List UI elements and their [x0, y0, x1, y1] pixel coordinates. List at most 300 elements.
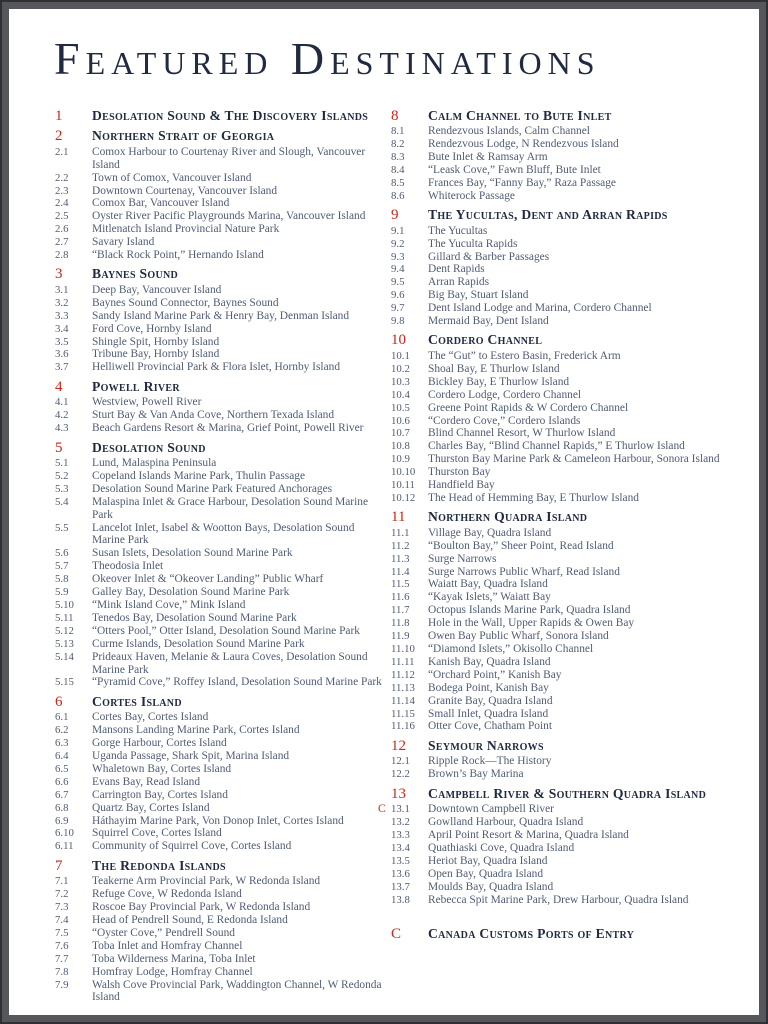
item-label: Rendezvous Islands, Calm Channel — [428, 125, 590, 138]
page-title: Featured Destinations — [54, 33, 601, 84]
item-number: 11.15 — [391, 707, 415, 720]
toc-section — [55, 858, 391, 1005]
item-label: Helliwell Provincial Park & Flora Islet, Hornby Island — [92, 361, 341, 374]
item-number: 6.3 — [55, 737, 69, 750]
item-label: Ripple Rock—The History — [428, 755, 552, 768]
toc-item — [55, 724, 391, 737]
item-number: 3.1 — [55, 283, 69, 296]
toc-item — [391, 263, 741, 276]
item-number: 11.14 — [391, 694, 415, 707]
item-number: 10.5 — [391, 401, 410, 414]
item-number: 9.6 — [391, 289, 405, 302]
item-number: 5.14 — [55, 650, 74, 663]
section-number: 12 — [391, 737, 406, 754]
item-number: 10.10 — [391, 466, 416, 479]
toc-item — [55, 146, 391, 172]
toc-item — [391, 177, 741, 190]
item-label: Uganda Passage, Shark Spit, Marina Island — [92, 750, 290, 763]
toc-section-header — [391, 108, 741, 124]
toc-item — [391, 881, 741, 894]
item-label: Refuge Cove, W Redonda Island — [92, 888, 242, 901]
item-number: 11.4 — [391, 565, 410, 578]
item-number: 2.3 — [55, 184, 69, 197]
toc-item — [391, 492, 741, 505]
item-number: 7.6 — [55, 939, 69, 952]
item-number: 13.5 — [391, 854, 410, 867]
section-number: 9 — [391, 207, 399, 224]
item-number: 4.1 — [55, 396, 69, 409]
toc-item — [391, 151, 741, 164]
toc-item — [391, 682, 741, 695]
item-label: Curme Islands, Desolation Sound Marine Park — [92, 637, 305, 650]
toc-column-right — [378, 103, 741, 1004]
toc-item — [55, 840, 391, 853]
item-label: “Otters Pool,” Otter Island, Desolation Sound Marine Park — [92, 624, 360, 637]
item-number: 8.5 — [391, 176, 405, 189]
item-label: Big Bay, Stuart Island — [428, 289, 529, 302]
item-number: 11.5 — [391, 578, 410, 591]
item-label: Beach Gardens Resort & Marina, Grief Point, Powell River — [92, 422, 364, 435]
section-title: Baynes Sound — [92, 266, 179, 282]
toc-item — [391, 768, 741, 781]
item-label: Handfield Bay — [428, 479, 495, 492]
toc-item — [55, 284, 391, 297]
item-label: “Black Rock Point,” Hernando Island — [92, 249, 264, 262]
toc-item — [391, 138, 741, 151]
item-number: 11.12 — [391, 668, 415, 681]
toc-item — [391, 350, 741, 363]
toc-item — [391, 643, 741, 656]
item-label: Comox Bar, Vancouver Island — [92, 197, 230, 210]
section-title: The Redonda Islands — [92, 857, 226, 873]
item-label: Lancelot Inlet, Isabel & Wootton Bays, Desolation Sound Marine Park — [92, 521, 355, 547]
item-number: 11.7 — [391, 604, 410, 617]
toc-item — [391, 125, 741, 138]
item-label: The Yuculta Rapids — [428, 237, 518, 250]
section-number: 11 — [391, 509, 406, 526]
item-label: Tenedos Bay, Desolation Sound Marine Park — [92, 611, 297, 624]
item-label: Evans Bay, Read Island — [92, 775, 201, 788]
section-title: Desolation Sound — [92, 439, 206, 455]
item-number: 3.7 — [55, 361, 69, 374]
item-label: Frances Bay, “Fanny Bay,” Raza Passage — [428, 176, 616, 189]
item-label: Gowlland Harbour, Quadra Island — [428, 816, 584, 829]
item-number: 10.7 — [391, 427, 410, 440]
section-number: 4 — [55, 378, 63, 395]
item-number: 3.2 — [55, 296, 69, 309]
item-label: Village Bay, Quadra Island — [428, 526, 552, 539]
toc-item — [55, 457, 391, 470]
toc-item — [55, 586, 391, 599]
toc-item — [55, 875, 391, 888]
toc-item — [55, 612, 391, 625]
section-number: 3 — [55, 266, 63, 283]
item-number: 11.8 — [391, 617, 410, 630]
item-label: Cortes Bay, Cortes Island — [92, 711, 209, 724]
toc-item — [55, 361, 391, 374]
item-number: 2.4 — [55, 197, 69, 210]
toc-item — [391, 816, 741, 829]
item-label: Bickley Bay, E Thurlow Island — [428, 375, 570, 388]
toc-section-header — [55, 128, 391, 144]
item-label: Dent Rapids — [428, 263, 485, 276]
item-label: Mitlenatch Island Provincial Nature Park — [92, 223, 280, 236]
toc-item — [391, 578, 741, 591]
item-number: 10.2 — [391, 362, 410, 375]
item-label: Charles Bay, “Blind Channel Rapids,” E Thurlow Island — [428, 440, 685, 453]
item-number: 8.4 — [391, 164, 405, 177]
item-number: 5.5 — [55, 521, 69, 534]
item-label: Downtown Courtenay, Vancouver Island — [92, 184, 278, 197]
toc-item — [55, 348, 391, 361]
item-label: Sandy Island Marine Park & Henry Bay, Denman Island — [92, 309, 350, 322]
toc-item — [391, 251, 741, 264]
toc-item — [391, 894, 741, 907]
toc-section-header — [55, 858, 391, 874]
item-number: 3.4 — [55, 322, 69, 335]
item-number: 8.2 — [391, 138, 405, 151]
item-label: Carrington Bay, Cortes Island — [92, 788, 228, 801]
item-label: Quartz Bay, Cortes Island — [92, 801, 210, 814]
item-label: Moulds Bay, Quadra Island — [428, 880, 554, 893]
toc-item — [55, 966, 391, 979]
toc-section-header — [391, 509, 741, 525]
toc-item — [378, 803, 741, 816]
section-title: Cortes Island — [92, 693, 182, 709]
item-number: 2.8 — [55, 249, 69, 262]
item-label: Gillard & Barber Passages — [428, 250, 550, 263]
item-label: Homfray Lodge, Homfray Channel — [92, 965, 253, 978]
item-number: 9.8 — [391, 315, 405, 328]
toc-item — [391, 302, 741, 315]
item-number: 5.1 — [55, 457, 69, 470]
toc-item — [391, 276, 741, 289]
item-number: 9.3 — [391, 250, 405, 263]
item-number: 11.9 — [391, 630, 410, 643]
item-number: 5.2 — [55, 469, 69, 482]
item-label: Theodosia Inlet — [92, 560, 164, 573]
toc-section — [55, 108, 391, 124]
toc-item — [55, 802, 391, 815]
toc-section-header — [391, 332, 741, 348]
item-number: 8.6 — [391, 189, 405, 202]
item-label: Head of Pendrell Sound, E Redonda Island — [92, 914, 288, 927]
item-number: 8.1 — [391, 125, 405, 138]
item-label: The “Gut” to Estero Basin, Frederick Arm — [428, 349, 621, 362]
section-number: 5 — [55, 439, 63, 456]
toc-item — [55, 172, 391, 185]
toc-item — [55, 914, 391, 927]
toc-item — [55, 940, 391, 953]
item-label: Tribune Bay, Hornby Island — [92, 348, 220, 361]
item-number: 7.2 — [55, 888, 69, 901]
item-number: 6.4 — [55, 750, 69, 763]
toc-item — [55, 625, 391, 638]
item-number: 12.1 — [391, 755, 410, 768]
toc-column-left — [55, 103, 391, 1004]
item-label: Baynes Sound Connector, Baynes Sound — [92, 296, 279, 309]
toc-section-header — [55, 694, 391, 710]
customs-marker: C — [378, 803, 386, 816]
item-number: 6.10 — [55, 827, 74, 840]
item-number: 12.2 — [391, 768, 410, 781]
toc-item — [391, 190, 741, 203]
item-label: Small Inlet, Quadra Island — [428, 707, 549, 720]
toc-item — [55, 236, 391, 249]
toc-section — [55, 440, 391, 690]
item-label: Mermaid Bay, Dent Island — [428, 315, 549, 328]
toc-item — [391, 427, 741, 440]
toc-item — [391, 855, 741, 868]
item-label: Oyster River Pacific Playgrounds Marina, Vancouver Island — [92, 210, 366, 223]
toc-item — [55, 223, 391, 236]
toc-section-header — [391, 926, 741, 942]
item-number: 5.7 — [55, 560, 69, 573]
toc-item — [391, 553, 741, 566]
item-label: Deep Bay, Vancouver Island — [92, 283, 222, 296]
toc-item — [391, 440, 741, 453]
item-number: 10.6 — [391, 414, 410, 427]
toc-section-header — [391, 738, 741, 754]
item-label: Surge Narrows Public Wharf, Read Island — [428, 565, 620, 578]
toc-item — [391, 695, 741, 708]
item-label: Kanish Bay, Quadra Island — [428, 655, 551, 668]
item-number: 3.3 — [55, 309, 69, 322]
item-label: Town of Comox, Vancouver Island — [92, 171, 252, 184]
item-label: Brown’s Bay Marina — [428, 768, 524, 781]
item-number: 2.5 — [55, 210, 69, 223]
item-label: Shingle Spit, Hornby Island — [92, 335, 220, 348]
item-number: 9.2 — [391, 237, 405, 250]
toc-item — [55, 496, 391, 522]
item-label: Toba Inlet and Homfray Channel — [92, 939, 243, 952]
item-number: 13.7 — [391, 880, 410, 893]
toc-item — [391, 453, 741, 466]
item-number: 13.6 — [391, 867, 410, 880]
item-number: 7.4 — [55, 914, 69, 927]
item-label: Community of Squirrel Cove, Cortes Island — [92, 840, 292, 853]
item-number: 2.6 — [55, 223, 69, 236]
item-number: 11.10 — [391, 643, 415, 656]
toc-item — [391, 868, 741, 881]
section-number: C — [391, 926, 402, 943]
item-label: “Orchard Point,” Kanish Bay — [428, 668, 562, 681]
item-label: “Boulton Bay,” Sheer Point, Read Island — [428, 539, 614, 552]
item-label: Roscoe Bay Provincial Park, W Redonda Island — [92, 901, 311, 914]
toc-item — [55, 676, 391, 689]
toc-item — [391, 720, 741, 733]
toc-item — [391, 415, 741, 428]
item-number: 10.12 — [391, 491, 416, 504]
item-number: 6.5 — [55, 762, 69, 775]
toc-section — [378, 785, 741, 907]
item-number: 7.9 — [55, 978, 69, 991]
toc-item — [391, 527, 741, 540]
toc-section — [391, 108, 741, 203]
item-label: Mansons Landing Marine Park, Cortes Island — [92, 724, 300, 737]
item-number: 13.4 — [391, 841, 410, 854]
item-label: Susan Islets, Desolation Sound Marine Park — [92, 547, 293, 560]
section-number: 8 — [391, 107, 399, 124]
section-title: Canada Customs Ports of Entry — [428, 926, 635, 942]
item-label: Gorge Harbour, Cortes Island — [92, 737, 227, 750]
toc-item — [55, 901, 391, 914]
toc-item — [55, 737, 391, 750]
item-label: Heriot Bay, Quadra Island — [428, 854, 548, 867]
item-label: April Point Resort & Marina, Quadra Island — [428, 828, 629, 841]
item-label: Desolation Sound Marine Park Featured Anchorages — [92, 482, 333, 495]
section-title: Northern Quadra Island — [428, 509, 588, 525]
item-number: 10.11 — [391, 479, 415, 492]
item-number: 6.8 — [55, 801, 69, 814]
item-number: 9.7 — [391, 302, 405, 315]
item-number: 5.6 — [55, 547, 69, 560]
section-number: 7 — [55, 857, 63, 874]
toc-item — [55, 422, 391, 435]
section-number: 13 — [391, 785, 406, 802]
toc-item — [391, 389, 741, 402]
toc-item — [391, 238, 741, 251]
toc-item — [55, 249, 391, 262]
toc-section — [391, 509, 741, 733]
section-number: 2 — [55, 128, 63, 145]
item-label: “Kayak Islets,” Waiatt Bay — [428, 591, 551, 604]
item-label: “Cordero Cove,” Cordero Islands — [428, 414, 581, 427]
item-number: 13.1 — [391, 803, 410, 816]
item-label: The Head of Hemming Bay, E Thurlow Island — [428, 491, 639, 504]
item-label: Copeland Islands Marine Park, Thulin Passage — [92, 469, 306, 482]
toc-section — [55, 266, 391, 374]
item-number: 4.3 — [55, 422, 69, 435]
item-label: Toba Wilderness Marina, Toba Inlet — [92, 952, 256, 965]
item-label: Thurston Bay Marine Park & Cameleon Harbour, Sonora Island — [428, 453, 720, 466]
item-number: 11.16 — [391, 720, 415, 733]
toc-item — [391, 708, 741, 721]
item-label: Cordero Lodge, Cordero Channel — [428, 388, 582, 401]
item-label: Sturt Bay & Van Anda Cove, Northern Texada Island — [92, 409, 335, 422]
toc-item — [391, 315, 741, 328]
item-number: 11.1 — [391, 526, 410, 539]
item-label: Teakerne Arm Provincial Park, W Redonda Island — [92, 875, 321, 888]
section-number: 6 — [55, 693, 63, 710]
toc-item — [391, 829, 741, 842]
toc-item — [55, 827, 391, 840]
toc-section-header — [55, 108, 391, 124]
item-label: Bodega Point, Kanish Bay — [428, 681, 549, 694]
toc-item — [55, 789, 391, 802]
item-label: “Oyster Cove,” Pendrell Sound — [92, 926, 235, 939]
toc-section-header — [55, 266, 391, 282]
item-label: Háthayim Marine Park, Von Donop Inlet, Cortes Island — [92, 814, 344, 827]
item-number: 6.2 — [55, 724, 69, 737]
toc-item — [391, 617, 741, 630]
toc-item — [55, 560, 391, 573]
toc-item — [55, 763, 391, 776]
item-number: 5.9 — [55, 586, 69, 599]
item-label: Dent Island Lodge and Marina, Cordero Channel — [428, 302, 652, 315]
toc-item — [55, 927, 391, 940]
item-label: Squirrel Cove, Cortes Island — [92, 827, 222, 840]
item-label: Open Bay, Quadra Island — [428, 867, 544, 880]
item-label: Malaspina Inlet & Grace Harbour, Desolation Sound Marine Park — [92, 495, 369, 521]
toc-item — [55, 599, 391, 612]
toc-item — [391, 669, 741, 682]
item-label: Granite Bay, Quadra Island — [428, 694, 553, 707]
item-label: Savary Island — [92, 236, 155, 249]
toc-item — [391, 466, 741, 479]
section-title: Campbell River & Southern Quadra Island — [428, 785, 707, 801]
item-number: 2.2 — [55, 171, 69, 184]
item-number: 7.5 — [55, 926, 69, 939]
section-title: Northern Strait of Georgia — [92, 128, 275, 144]
item-number: 5.3 — [55, 482, 69, 495]
toc-item — [391, 376, 741, 389]
toc-item — [55, 336, 391, 349]
item-label: Comox Harbour to Courtenay River and Slough, Vancouver Island — [92, 145, 366, 171]
item-number: 10.8 — [391, 440, 410, 453]
item-label: Surge Narrows — [428, 552, 497, 565]
item-label: Blind Channel Resort, W Thurlow Island — [428, 427, 616, 440]
item-label: Prideaux Haven, Melanie & Laura Coves, Desolation Sound Marine Park — [92, 650, 368, 676]
item-label: Hole in the Wall, Upper Rapids & Owen Bay — [428, 617, 635, 630]
toc-item — [391, 591, 741, 604]
item-number: 5.13 — [55, 637, 74, 650]
item-number: 6.7 — [55, 788, 69, 801]
item-label: Whiterock Passage — [428, 189, 515, 202]
item-number: 9.4 — [391, 263, 405, 276]
item-label: Okeover Inlet & “Okeover Landing” Public Wharf — [92, 573, 324, 586]
item-number: 10.3 — [391, 375, 410, 388]
toc-item — [55, 210, 391, 223]
toc-item — [391, 225, 741, 238]
item-number: 3.6 — [55, 348, 69, 361]
toc-section-header — [391, 207, 741, 223]
toc-item — [55, 323, 391, 336]
toc-item — [55, 297, 391, 310]
section-number: 1 — [55, 107, 63, 124]
section-number: 10 — [391, 332, 406, 349]
item-number: 6.6 — [55, 775, 69, 788]
item-label: Octopus Islands Marine Park, Quadra Island — [428, 604, 631, 617]
toc-item — [391, 164, 741, 177]
toc-item — [55, 750, 391, 763]
item-label: Rendezvous Lodge, N Rendezvous Island — [428, 138, 619, 151]
toc-item — [55, 888, 391, 901]
toc-item — [55, 310, 391, 323]
table-of-contents — [9, 103, 759, 1004]
item-number: 7.3 — [55, 901, 69, 914]
item-label: Quathiaski Cove, Quadra Island — [428, 841, 575, 854]
item-label: Westview, Powell River — [92, 396, 202, 409]
item-number: 11.6 — [391, 591, 410, 604]
toc-item — [55, 776, 391, 789]
item-label: Galley Bay, Desolation Sound Marine Park — [92, 586, 290, 599]
toc-item — [391, 755, 741, 768]
toc-item — [391, 656, 741, 669]
toc-item — [391, 363, 741, 376]
item-number: 7.7 — [55, 952, 69, 965]
toc-item — [391, 402, 741, 415]
toc-item — [55, 409, 391, 422]
toc-item — [55, 979, 391, 1005]
item-number: 11.11 — [391, 655, 415, 668]
page — [2, 2, 766, 1022]
section-title: Calm Channel to Bute Inlet — [428, 107, 612, 123]
item-number: 11.2 — [391, 539, 410, 552]
item-label: Lund, Malaspina Peninsula — [92, 457, 217, 470]
item-number: 6.9 — [55, 814, 69, 827]
item-label: Otter Cove, Chatham Point — [428, 720, 553, 733]
